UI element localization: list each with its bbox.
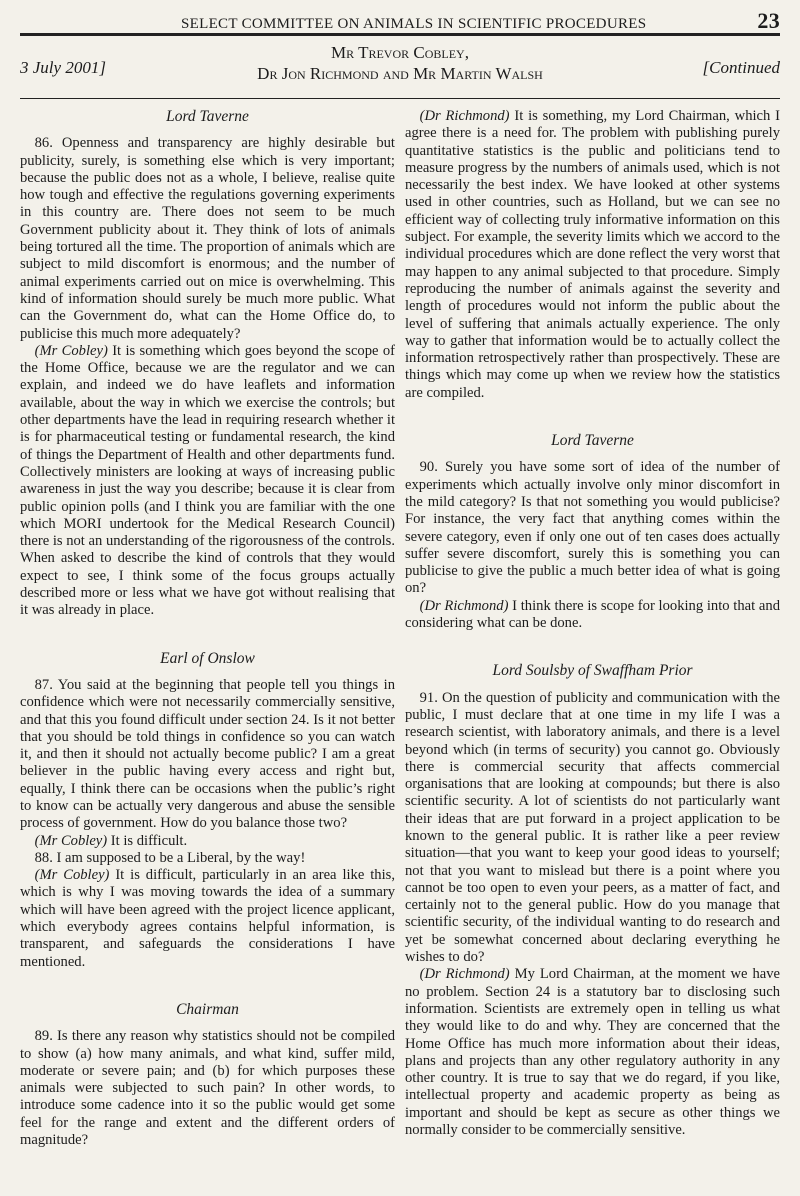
running-title: SELECT COMMITTEE ON ANIMALS IN SCIENTIFIC PROCEDURES <box>181 16 647 32</box>
question-paragraph <box>20 677 395 833</box>
speaker-heading: Chairman <box>176 1000 239 1018</box>
paragraph-text: 87. You said at the beginning that people tell you things in confidence which were not necessarily commercially sensitive, and that this you found difficult under section 24. Is it not better that you should be told things in confidence so you can watch it, and then it should not actually become public? I am a great believer in the public having every access and right but, equally, I think there can be occasions when the public’s right to know can be actually very dangerous and abuse the sensible process of government. How do you balance those two? <box>20 676 395 832</box>
paragraph-text: 86. Openness and transparency are highly desirable but publicity, surely, is something else which is very important; because the public does not as a whole, I believe, realise quite how tough and effective the regulations governing experiments in this country are. There does not seem to be much Government publicity about it. They think of lots of animals being tortured all the time. The proportion of animals which are subject to mild discomfort is enormous; and the number of animal experiments carried out on mice is overwhelming. This kind of information should surely be much more public. What can the Government do, what can the Home Office do, to publicise this much more adequately? <box>20 135 395 342</box>
speaker-heading: Earl of Onslow <box>160 649 255 667</box>
answer-paragraph <box>405 108 780 402</box>
witnesses <box>20 42 780 84</box>
session-date: 3 July 2001] <box>20 58 106 77</box>
question-paragraph <box>405 459 780 597</box>
paragraph-text: 88. I am supposed to be a Liberal, by the way! <box>34 849 306 866</box>
question-paragraph <box>20 1028 395 1149</box>
question-paragraph <box>20 135 395 343</box>
witnesses-line-2: Dr Jon Richmond and Mr Martin Walsh <box>257 64 543 83</box>
answer-paragraph <box>20 833 395 850</box>
paragraph-text: It is difficult. <box>107 832 188 849</box>
witness-name: (Mr Cobley) <box>34 867 110 884</box>
page-number: 23 <box>757 8 780 33</box>
witnesses-line-1: Mr Trevor Cobley, <box>331 43 469 62</box>
continued-label: [Continued <box>702 58 780 77</box>
left-column <box>20 108 395 1149</box>
speaker-heading: Lord Taverne <box>166 108 249 125</box>
question-paragraph <box>20 850 395 867</box>
answer-paragraph <box>20 867 395 971</box>
speaker-heading: Lord Soulsby of Swaffham Prior <box>492 662 693 680</box>
paragraph-text: It is something, my Lord Chairman, which I agree there is a need for. The problem with publishing purely quantitative statistics is the public and politicians tend to measure progress by the numbers of animals used, which is not necessarily the best index. We have looked at other systems used in other countries, such as Holland, but we can see no efficient way of collecting truly informative information on this subject. For example, the severity limits which we accord to the individual procedures which are done reflect the very worst that may happen to any animal subjected to that procedure. Simply reproducing the number of animals against the severity and length of procedures would not inform the public about the level of suffering that animals actually experience. The only way to gather that information would be to actually collect the information retrospectively rather than prospectively. These are things which may come up when we review how the statistics are compiled. <box>405 108 781 401</box>
answer-paragraph <box>20 343 395 620</box>
answer-paragraph <box>405 598 780 633</box>
witness-name: (Mr Cobley) <box>34 832 108 849</box>
paragraph-text: 90. Surely you have some sort of idea of the number of experiments which actually involve only minor discomfort in the mild category? Is that not something you would publicise? For instance, the very fact that anything comes within the severe category, even if only one out of ten cases does actually suffer severe discomfort, surely this is something you can publicise to give the public a much better idea of what is going on? <box>405 459 780 597</box>
page-header <box>70 8 780 34</box>
paragraph-text: I think there is scope for looking into that and considering what can be done. <box>405 597 780 632</box>
witness-name: (Dr Richmond) <box>419 597 509 614</box>
meta-rule <box>20 98 780 99</box>
paragraph-text: 89. Is there any reason why statistics should not be compiled to show (a) how many animals, and what kind, suffer mild, moderate or severe pain; and (b) for which purposes these animals were subjected to such pain? In other words, to introduce some cadence into it so the public would get some feel for the range and extent and the different orders of magnitude? <box>20 1028 395 1149</box>
right-column <box>405 108 780 1139</box>
question-paragraph <box>405 690 780 967</box>
header-rule <box>20 33 780 36</box>
witness-name: (Dr Richmond) <box>419 966 510 983</box>
paragraph-text: 91. On the question of publicity and communication with the public, I must declare that at one time in my life I was a research scientist, with laboratory animals, and there is a level beyond which (in terms of security) you cannot go. Obviously there is commercial security that affects commercial organisations that are looking at compounds; but there is also scientific security. A lot of scientists do not particularly want their ideas that are put forward in a project application to be known to the general public. It is rather like a peer review situation—that you want to keep your good ideas to yourself; not that you want to mislead but there is a point where you cannot be too open to even your peers, as a matter of fact, and certainly not to the general public. How do you manage that scientific security, of the individual wanting to do research and yet be somewhat concerned about declaring everything he wishes to do? <box>405 689 780 966</box>
witness-name: (Dr Richmond) <box>419 108 510 124</box>
paragraph-text: It is something which goes beyond the scope of the Home Office, because we are the regulator and we can explain, and indeed we do have leaflets and information available, about the way in which we exercise the controls; but other departments have the lead in requiring research whether it is for pharmaceutical testing or fundamental research, the kind of things the Department of Health and other departments fund. Collectively ministers are looking at ways of increasing public awareness in just the way you describe; because it is clear from public opinion polls (and I think you are familiar with the one which MORI undertook for the Medical Research Council) there is not an understanding of the rigorousness of the controls. When asked to describe the kind of controls that they would expect to see, I think some of the focus groups actually described more or less what we have got without realising that it was already in place. <box>20 342 395 619</box>
answer-paragraph <box>405 966 780 1139</box>
paragraph-text: It is difficult, particularly in an area like this, which is why I was moving towards the idea of a summary which will have been agreed with the project licence applicant, which everybody agrees contains helpful information, is transparent, and safeguards the considerations I have mentioned. <box>20 867 395 970</box>
speaker-heading: Lord Taverne <box>551 432 634 450</box>
paragraph-text: My Lord Chairman, at the moment we have no problem. Section 24 is a statutory bar to disclosing such information. Scientists are extremely open in telling us what they would like to do and why. They are concerned that the Home Office has much more information about their ideas, plans and projects than any other regulatory authority in any other country. It is true to say that we do regard, if you like, intellectual property and academic property as being as important and should be kept as secure as other things we normally consider to be commercially sensitive. <box>405 966 780 1139</box>
witness-name: (Mr Cobley) <box>34 342 108 359</box>
session-meta <box>20 40 780 95</box>
